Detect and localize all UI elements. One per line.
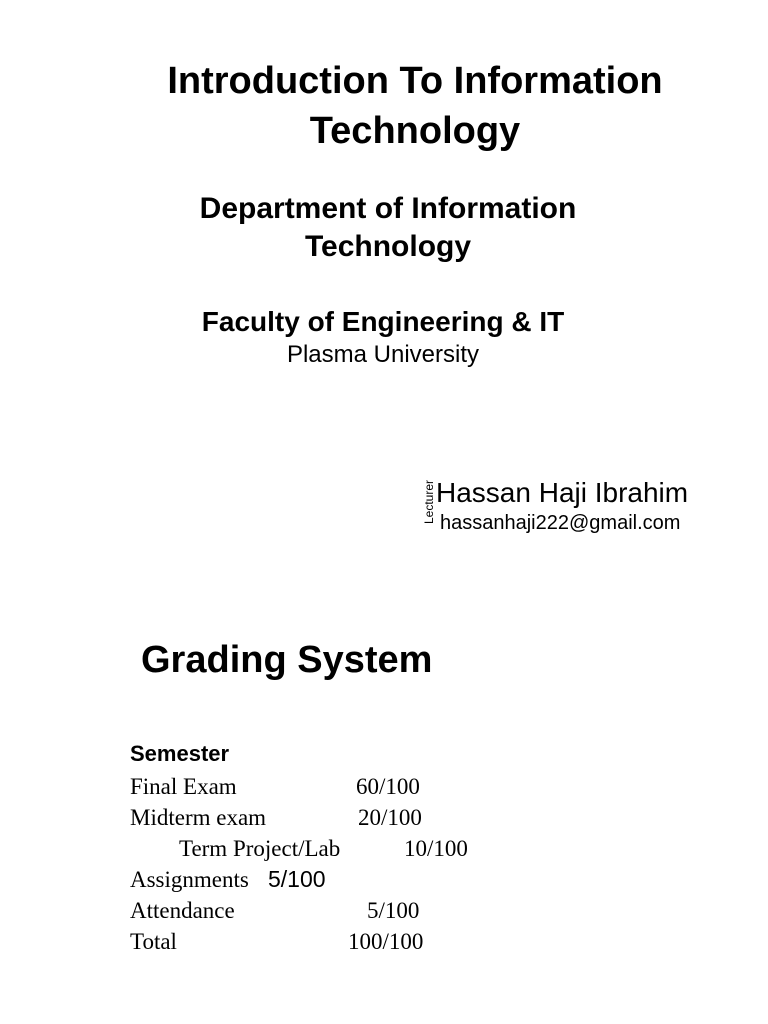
faculty-name: Faculty of Engineering & IT xyxy=(201,306,565,337)
grade-item-score: 10/100 xyxy=(404,836,468,861)
grade-item-score: 5/100 xyxy=(268,866,326,892)
semester-label: Semester xyxy=(130,741,230,766)
lecturer-name: Hassan Haji Ibrahim xyxy=(436,477,689,508)
grade-item-score: 5/100 xyxy=(367,898,420,923)
university-name: Plasma University xyxy=(286,341,480,368)
department-name: Department of Information Technology xyxy=(199,192,577,263)
grade-item-name: Total xyxy=(130,929,177,954)
course-title: Introduction To Information Technology xyxy=(167,60,663,152)
grade-item-name: Term Project/Lab xyxy=(179,836,341,861)
lecturer-email: hassanhaji222@gmail.com xyxy=(440,512,681,534)
grade-item-score: 60/100 xyxy=(356,774,420,799)
grade-item-name: Midterm exam xyxy=(130,805,267,830)
grade-item-name: Assignments xyxy=(130,867,249,892)
grade-item-name: Final Exam xyxy=(130,774,237,799)
grade-item-name: Attendance xyxy=(130,898,235,923)
grading-heading: Grading System xyxy=(141,639,433,681)
grade-item-score: 100/100 xyxy=(348,929,424,954)
lecturer-role-label: Lecturer xyxy=(422,479,436,524)
grade-item-score: 20/100 xyxy=(358,805,422,830)
